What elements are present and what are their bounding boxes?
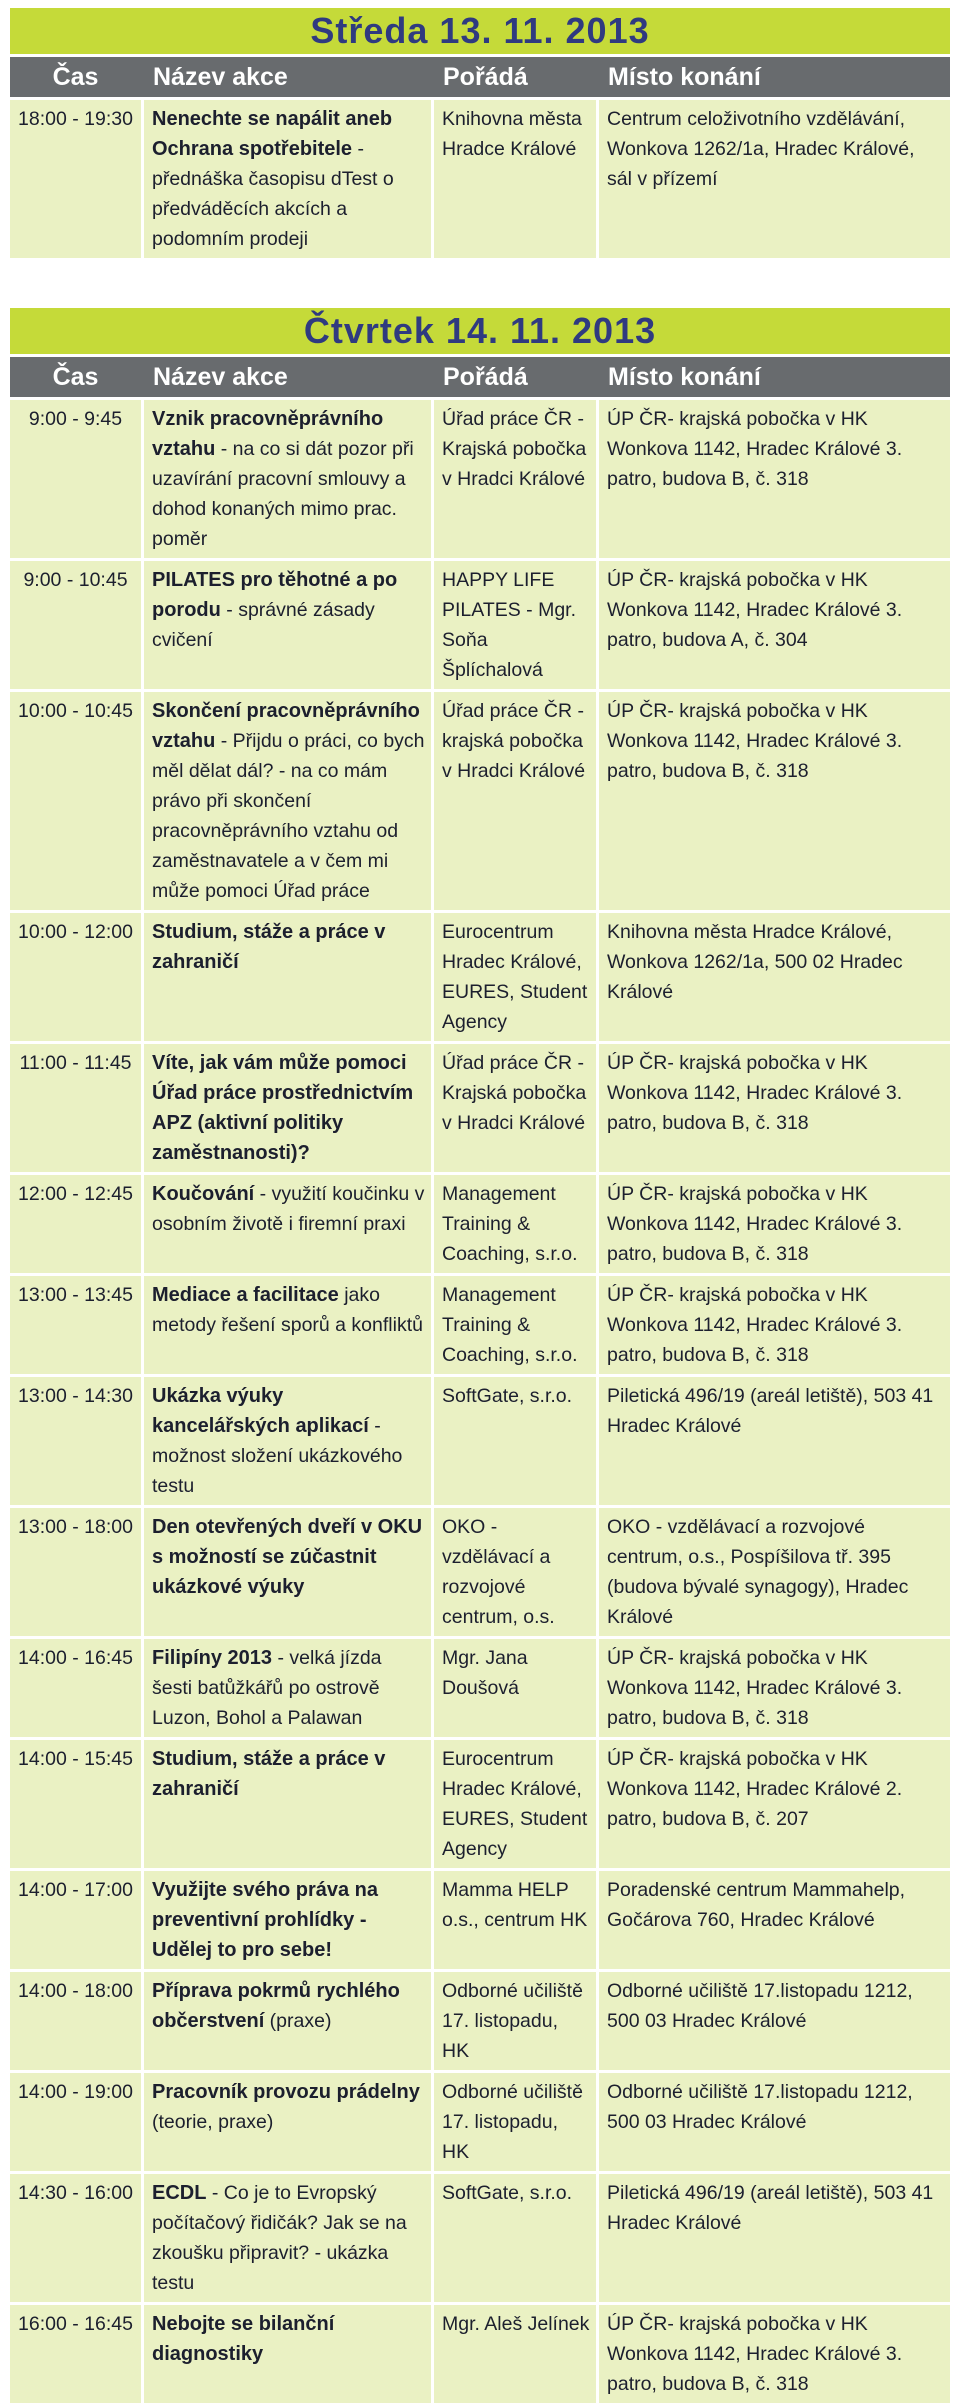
- event-organizer: Úřad práce ČR - Krajská pobočka v Hradci Králové: [431, 400, 596, 558]
- event-name-cell: [141, 561, 431, 689]
- event-location: ÚP ČR- krajská pobočka v HK Wonkova 1142, Hradec Králové 3. patro, budova B, č. 318: [596, 692, 950, 910]
- table-row: [10, 1377, 950, 1505]
- event-name-cell: [141, 2073, 431, 2171]
- event-title: Filipíny 2013: [152, 1647, 273, 1669]
- event-location: ÚP ČR- krajská pobočka v HK Wonkova 1142, Hradec Králové 3. patro, budova B, č. 318: [596, 2305, 950, 2403]
- table-row: [10, 1740, 950, 1868]
- thursday-rows: [10, 400, 950, 2403]
- event-location: Centrum celoživotního vzdělávání, Wonkova 1262/1a, Hradec Králové, sál v přízemí: [596, 100, 950, 258]
- event-organizer: Úřad práce ČR - Krajská pobočka v Hradci Králové: [431, 1044, 596, 1172]
- event-location: Poradenské centrum Mammahelp, Gočárova 760, Hradec Králové: [596, 1871, 950, 1969]
- event-location: Odborné učiliště 17.listopadu 1212, 500 03 Hradec Králové: [596, 1972, 950, 2070]
- table-row: [10, 2073, 950, 2171]
- event-location: ÚP ČR- krajská pobočka v HK Wonkova 1142, Hradec Králové 3. patro, budova B, č. 318: [596, 400, 950, 558]
- event-name-cell: [141, 1639, 431, 1737]
- day-title-thursday: Čtvrtek 14. 11. 2013: [10, 308, 950, 354]
- event-name-cell: [141, 1175, 431, 1273]
- event-organizer: Úřad práce ČR - krajská pobočka v Hradci Králové: [431, 692, 596, 910]
- event-title: Koučování: [152, 1183, 255, 1205]
- event-organizer: Mamma HELP o.s., centrum HK: [431, 1871, 596, 1969]
- event-name-cell: [141, 1871, 431, 1969]
- event-organizer: Eurocentrum Hradec Králové, EURES, Student Agency: [431, 913, 596, 1041]
- event-description: - možnost složení ukázkového testu: [152, 1415, 403, 1497]
- event-location: Piletická 496/19 (areál letiště), 503 41 Hradec Králové: [596, 1377, 950, 1505]
- event-title: Vznik pracovněprávního vztahu: [152, 408, 384, 460]
- event-title: Nebojte se bilanční diagnostiky: [152, 2313, 335, 2365]
- event-organizer: Knihovna města Hradce Králové: [431, 100, 596, 258]
- event-time: 13:00 - 18:00: [10, 1508, 141, 1636]
- event-time: 12:00 - 12:45: [10, 1175, 141, 1273]
- event-organizer: SoftGate, s.r.o.: [431, 1377, 596, 1505]
- column-header-row: [10, 357, 950, 397]
- event-location: ÚP ČR- krajská pobočka v HK Wonkova 1142, Hradec Králové 3. patro, budova B, č. 318: [596, 1639, 950, 1737]
- table-row: [10, 1175, 950, 1273]
- event-name-cell: [141, 2174, 431, 2302]
- event-location: ÚP ČR- krajská pobočka v HK Wonkova 1142, Hradec Králové 3. patro, budova B, č. 318: [596, 1175, 950, 1273]
- table-row: [10, 2174, 950, 2302]
- table-row: [10, 1871, 950, 1969]
- event-time: 9:00 - 9:45: [10, 400, 141, 558]
- table-row: [10, 913, 950, 1041]
- event-name-cell: [141, 692, 431, 910]
- event-description: - správné zásady cvičení: [152, 599, 375, 651]
- header-nazev: Název akce: [153, 63, 288, 91]
- event-title: Příprava pokrmů rychlého občerstvení: [152, 1980, 400, 2032]
- event-location: ÚP ČR- krajská pobočka v HK Wonkova 1142, Hradec Králové 2. patro, budova B, č. 207: [596, 1740, 950, 1868]
- event-location: Odborné učiliště 17.listopadu 1212, 500 03 Hradec Králové: [596, 2073, 950, 2171]
- event-title: Nenechte se napálit aneb Ochrana spotřebitele: [152, 108, 393, 160]
- table-row: [10, 2305, 950, 2403]
- table-row: [10, 692, 950, 910]
- event-location: ÚP ČR- krajská pobočka v HK Wonkova 1142, Hradec Králové 3. patro, budova B, č. 318: [596, 1276, 950, 1374]
- event-time: 13:00 - 14:30: [10, 1377, 141, 1505]
- event-time: 14:00 - 16:45: [10, 1639, 141, 1737]
- table-row: [10, 1508, 950, 1636]
- event-title: Využijte svého práva na preventivní prohlídky - Udělej to pro sebe!: [152, 1879, 379, 1961]
- header-cas: Čas: [52, 63, 99, 91]
- event-organizer: Management Training & Coaching, s.r.o.: [431, 1175, 596, 1273]
- event-location: OKO - vzdělávací a rozvojové centrum, o.s., Pospíšilova tř. 395 (budova bývalé synagogy), Hradec Králové: [596, 1508, 950, 1636]
- event-title: Studium, stáže a práce v zahraničí: [152, 921, 386, 973]
- event-name-cell: [141, 1377, 431, 1505]
- event-organizer: Eurocentrum Hradec Králové, EURES, Student Agency: [431, 1740, 596, 1868]
- header-nazev: Název akce: [153, 363, 288, 391]
- event-time: 14:00 - 18:00: [10, 1972, 141, 2070]
- event-organizer: OKO - vzdělávací a rozvojové centrum, o.s.: [431, 1508, 596, 1636]
- event-time: 13:00 - 13:45: [10, 1276, 141, 1374]
- header-porada: Pořádá: [443, 363, 528, 391]
- event-title: Den otevřených dveří v OKU s možností se zúčastnit ukázkové výuky: [152, 1516, 423, 1598]
- event-name-cell: [141, 2305, 431, 2403]
- event-title: Studium, stáže a práce v zahraničí: [152, 1748, 386, 1800]
- event-title: Víte, jak vám může pomoci Úřad práce prostřednictvím APZ (aktivní politiky zaměstnanosti)?: [152, 1052, 414, 1164]
- table-row: [10, 1276, 950, 1374]
- header-cas: Čas: [52, 363, 99, 391]
- event-time: 14:00 - 17:00: [10, 1871, 141, 1969]
- event-description: - na co si dát pozor při uzavírání pracovní smlouvy a dohod konaných mimo prac. poměr: [152, 438, 414, 550]
- event-time: 16:00 - 16:45: [10, 2305, 141, 2403]
- event-name-cell: [141, 1508, 431, 1636]
- event-time: 14:00 - 15:45: [10, 1740, 141, 1868]
- section-gap: [0, 258, 960, 308]
- event-description: (teorie, praxe): [152, 2111, 274, 2133]
- event-name-cell: [141, 1972, 431, 2070]
- event-name-cell: [141, 1276, 431, 1374]
- event-organizer: Management Training & Coaching, s.r.o.: [431, 1276, 596, 1374]
- table-row: [10, 1044, 950, 1172]
- event-location: Knihovna města Hradce Králové, Wonkova 1262/1a, 500 02 Hradec Králové: [596, 913, 950, 1041]
- event-title: PILATES pro těhotné a po porodu: [152, 569, 398, 621]
- event-name-cell: [141, 1740, 431, 1868]
- header-misto: Místo konání: [608, 63, 761, 91]
- event-organizer: SoftGate, s.r.o.: [431, 2174, 596, 2302]
- event-time: 14:00 - 19:00: [10, 2073, 141, 2171]
- event-name-cell: [141, 913, 431, 1041]
- table-row: [10, 1639, 950, 1737]
- event-title: Pracovník provozu prádelny: [152, 2081, 420, 2103]
- event-time: 9:00 - 10:45: [10, 561, 141, 689]
- event-organizer: HAPPY LIFE PILATES - Mgr. Soňa Šplíchalová: [431, 561, 596, 689]
- table-row: [10, 400, 950, 558]
- column-header-row: [10, 57, 950, 97]
- wednesday-rows: [10, 100, 950, 258]
- thursday-section: [10, 308, 950, 2403]
- event-name-cell: [141, 400, 431, 558]
- event-description: - přednáška časopisu dTest o předváděcích akcích a podomním prodeji: [152, 138, 394, 250]
- event-title: Skončení pracovněprávního vztahu: [152, 700, 420, 752]
- event-organizer: Mgr. Jana Doušová: [431, 1639, 596, 1737]
- event-title: Ukázka výuky kancelářských aplikací: [152, 1385, 369, 1437]
- day-title-wednesday: Středa 13. 11. 2013: [10, 8, 950, 54]
- event-name-cell: [141, 1044, 431, 1172]
- event-description: - velká jízda šesti batůžkářů po ostrově Luzon, Bohol a Palawan: [152, 1647, 382, 1729]
- table-row: [10, 561, 950, 689]
- event-description: - Přijdu o práci, co bych měl dělat dál? - na co mám právo při skončení pracovněprávního vztahu od zaměstnavatele a v čem mi může pomoci Úřad práce: [152, 730, 425, 902]
- event-title: Mediace a facilitace: [152, 1284, 339, 1306]
- event-organizer: Odborné učiliště 17. listopadu, HK: [431, 1972, 596, 2070]
- event-description: - Co je to Evropský počítačový řidičák? Jak se na zkoušku připravit? - ukázka testu: [152, 2182, 407, 2294]
- event-time: 10:00 - 12:00: [10, 913, 141, 1041]
- event-name-cell: [141, 100, 431, 258]
- event-time: 11:00 - 11:45: [10, 1044, 141, 1172]
- event-organizer: Odborné učiliště 17. listopadu, HK: [431, 2073, 596, 2171]
- header-misto: Místo konání: [608, 363, 761, 391]
- table-row: [10, 100, 950, 258]
- event-title: ECDL: [152, 2182, 207, 2204]
- event-description: (praxe): [264, 2010, 332, 2032]
- event-location: ÚP ČR- krajská pobočka v HK Wonkova 1142, Hradec Králové 3. patro, budova B, č. 318: [596, 1044, 950, 1172]
- event-description: - využití koučinku v osobním životě i firemní praxi: [152, 1183, 425, 1235]
- event-time: 18:00 - 19:30: [10, 100, 141, 258]
- event-location: Piletická 496/19 (areál letiště), 503 41 Hradec Králové: [596, 2174, 950, 2302]
- event-time: 14:30 - 16:00: [10, 2174, 141, 2302]
- event-time: 10:00 - 10:45: [10, 692, 141, 910]
- wednesday-section: [10, 8, 950, 258]
- event-organizer: Mgr. Aleš Jelínek: [431, 2305, 596, 2403]
- header-porada: Pořádá: [443, 63, 528, 91]
- table-row: [10, 1972, 950, 2070]
- event-location: ÚP ČR- krajská pobočka v HK Wonkova 1142, Hradec Králové 3. patro, budova A, č. 304: [596, 561, 950, 689]
- event-description: jako metody řešení sporů a konfliktů: [152, 1284, 423, 1336]
